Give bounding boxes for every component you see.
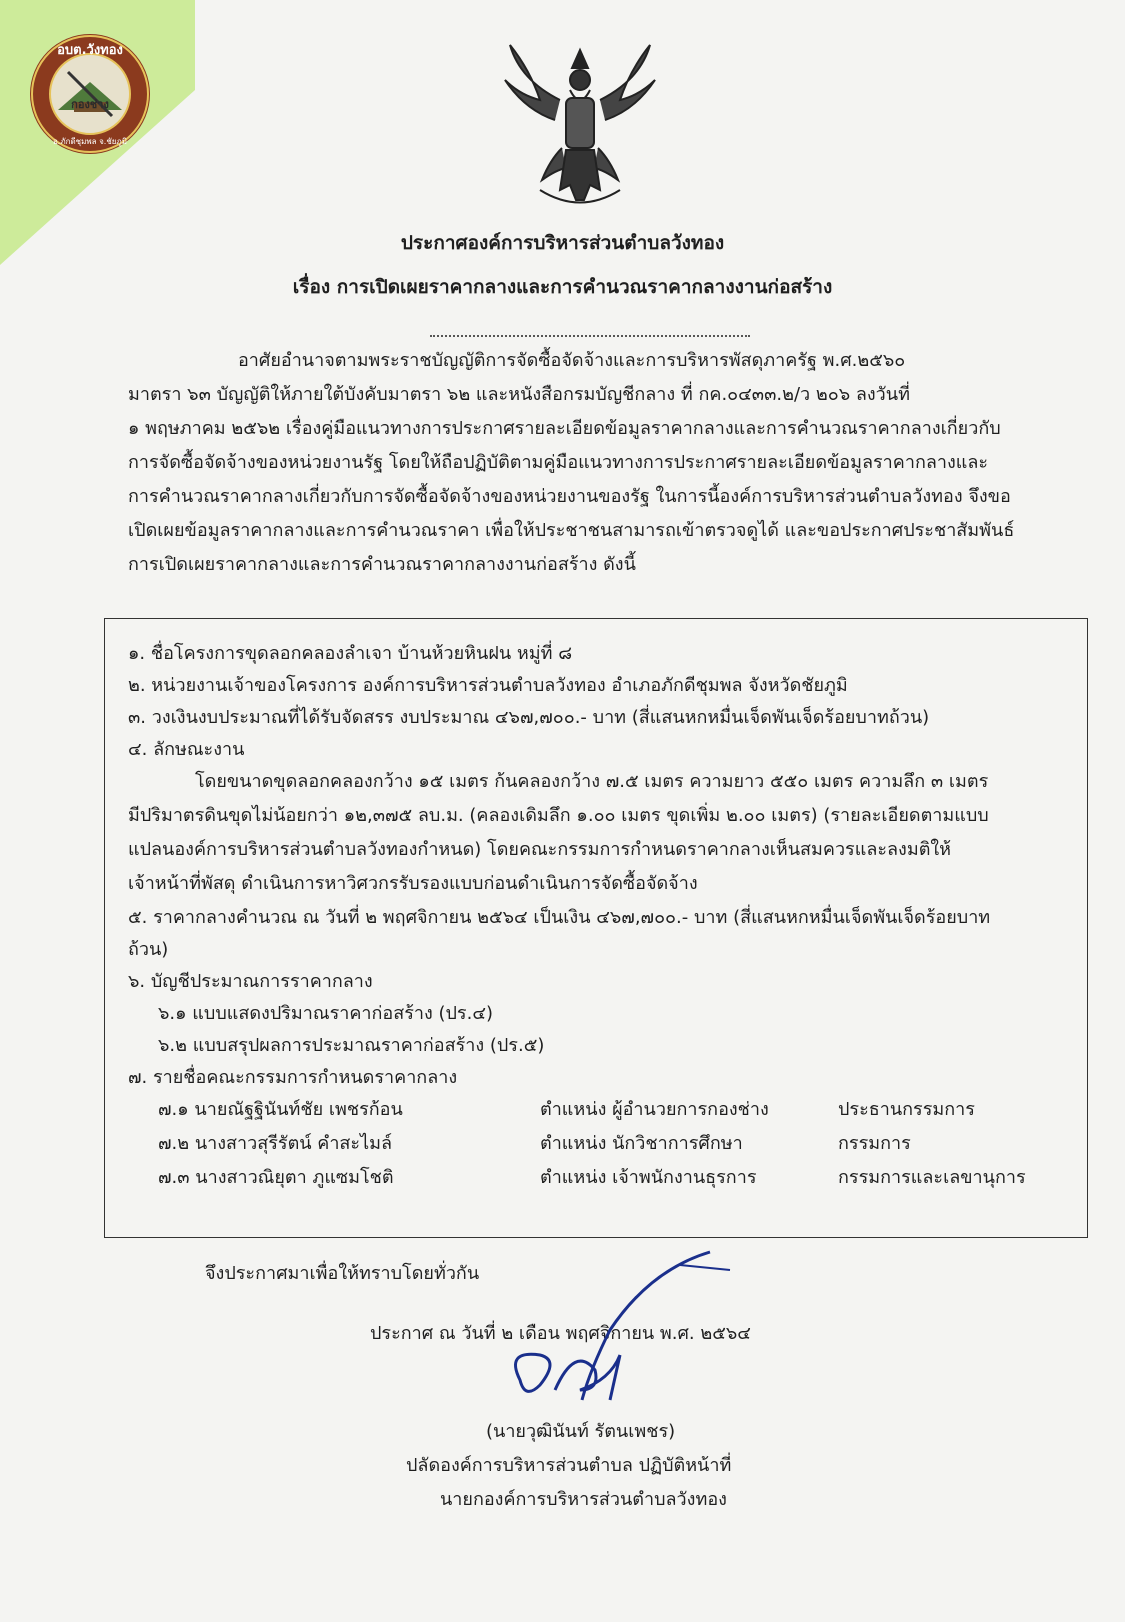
intro-line: อาศัยอำนาจตามพระราชบัญญัติการจัดซื้อจัดจ้างและการบริหารพัสดุภาครัฐ พ.ศ.๒๕๖๐ — [238, 350, 906, 371]
handwritten-signature — [500, 1250, 740, 1420]
item-median-price-cont: ถ้วน) — [128, 939, 169, 960]
item-project-name: ๑. ชื่อโครงการขุดลอกคลองลำเจา บ้านห้วยหินฝน หมู่ที่ ๘ — [128, 643, 573, 664]
announcement-date: ประกาศ ณ วันที่ ๒ เดือน พฤศจิกายน พ.ศ. ๒๕๖๔ — [370, 1323, 751, 1344]
intro-line: ๑ พฤษภาคม ๒๕๖๒ เรื่องคู่มือแนวทางการประกาศรายละเอียดข้อมูลราคากลางและการคำนวณราคากลางเกี่ยวกับ — [128, 418, 1001, 439]
committee-member-name: ๗.๒ นางสาวสุรีรัตน์ คำสะไมล์ — [158, 1133, 393, 1154]
signer-title-line1: ปลัดองค์การบริหารส่วนตำบล ปฏิบัติหน้าที่ — [406, 1455, 732, 1476]
item-committee-heading: ๗. รายชื่อคณะกรรมการกำหนดราคากลาง — [128, 1067, 458, 1088]
intro-line: การจัดซื้อจัดจ้างของหน่วยงานรัฐ โดยให้ถือปฏิบัติตามคู่มือแนวทางการประกาศรายละเอียดข้อมูลราคากลางและ — [128, 452, 989, 473]
title-separator — [430, 335, 750, 337]
item-agency: ๒. หน่วยงานเจ้าของโครงการ องค์การบริหารส่วนตำบลวังทอง อำเภอภักดีชุมพล จังหวัดชัยภูมิ — [128, 675, 848, 696]
intro-line: การเปิดเผยราคากลางและการคำนวณราคากลางงานก่อสร้าง ดังนี้ — [128, 554, 636, 575]
signer-title-line2: นายกองค์การบริหารส่วนตำบลวังทอง — [440, 1489, 727, 1510]
svg-text:กองช่าง: กองช่าง — [71, 98, 109, 111]
intro-line: มาตรา ๖๓ บัญญัติให้ภายใต้บังคับมาตรา ๖๒ และหนังสือกรมบัญชีกลาง ที่ กค.๐๔๓๓.๒/ว ๒๐๖ ลงวันที่ — [128, 384, 910, 405]
garuda-emblem — [500, 40, 660, 220]
item-estimate-6-1: ๖.๑ แบบแสดงปริมาณราคาก่อสร้าง (ปร.๔) — [158, 1003, 493, 1024]
closing-announcement: จึงประกาศมาเพื่อให้ทราบโดยทั่วกัน — [205, 1263, 480, 1284]
intro-line: เปิดเผยข้อมูลราคากลางและการคำนวณราคา เพื่อให้ประชาชนสามารถเข้าตรวจดูได้ และขอประกาศประชาสัมพันธ์ — [128, 520, 1015, 541]
department-stamp-logo — [28, 32, 152, 156]
item-work-line: แปลนองค์การบริหารส่วนตำบลวังทองกำหนด) โดยคณะกรรมการกำหนดราคากลางเห็นสมควรและลงมติให้ — [128, 839, 952, 860]
svg-text:อบต.วังทอง: อบต.วังทอง — [57, 43, 123, 58]
intro-paragraph — [128, 344, 1058, 582]
item-estimate-6-2: ๖.๒ แบบสรุปผลการประมาณราคาก่อสร้าง (ปร.๕) — [158, 1035, 545, 1056]
committee-member-role: กรรมการ — [838, 1133, 911, 1154]
item-work-nature: ๔. ลักษณะงาน — [128, 739, 245, 760]
committee-member-position: ตำแหน่ง นักวิชาการศึกษา — [540, 1133, 743, 1154]
committee-member-position: ตำแหน่ง เจ้าพนักงานธุรการ — [540, 1167, 757, 1188]
item-budget: ๓. วงเงินงบประมาณที่ได้รับจัดสรร งบประมาณ ๔๖๗,๗๐๐.- บาท (สี่แสนหกหมื่นเจ็ดพันเจ็ดร้อยบาทถ้วน) — [128, 707, 930, 728]
document-subject: เรื่อง การเปิดเผยราคากลางและการคำนวณราคากลางงานก่อสร้าง — [292, 276, 833, 298]
committee-member-name: ๗.๑ นายณัฐฐินันท์ชัย เพชรก้อน — [158, 1099, 403, 1120]
committee-member-role: กรรมการและเลขานุการ — [838, 1167, 1026, 1188]
item-work-line: มีปริมาตรดินขุดไม่น้อยกว่า ๑๒,๓๗๕ ลบ.ม. (คลองเดิมลึก ๑.๐๐ เมตร ขุดเพิ่ม ๒.๐๐ เมตร) (รายละเอียดตามแบบ — [128, 805, 989, 826]
signer-name: (นายวุฒินันท์ รัตนเพชร) — [486, 1421, 676, 1442]
intro-line: การคำนวณราคากลางเกี่ยวกับการจัดซื้อจัดจ้างของหน่วยงานของรัฐ ในการนี้องค์การบริหารส่วนตำบลวังทอง จึงขอ — [128, 486, 1011, 507]
committee-member-name: ๗.๓ นางสาวณิยุตา ภูแซมโชติ — [158, 1167, 394, 1188]
document-title: ประกาศองค์การบริหารส่วนตำบลวังทอง — [400, 232, 725, 254]
item-work-line: เจ้าหน้าที่พัสดุ ดำเนินการหาวิศวกรรับรองแบบก่อนดำเนินการจัดซื้อจัดจ้าง — [128, 873, 698, 894]
committee-member-position: ตำแหน่ง ผู้อำนวยการกองช่าง — [540, 1099, 769, 1120]
item-estimate-list: ๖. บัญชีประมาณการราคากลาง — [128, 971, 373, 992]
item-work-line: โดยขนาดขุดลอกคลองกว้าง ๑๕ เมตร ก้นคลองกว้าง ๗.๕ เมตร ความยาว ๕๕๐ เมตร ความลึก ๓ เมตร — [195, 771, 989, 792]
item-median-price: ๕. ราคากลางคำนวณ ณ วันที่ ๒ พฤศจิกายน ๒๕๖๔ เป็นเงิน ๔๖๗,๗๐๐.- บาท (สี่แสนหกหมื่นเจ็ดพันเจ็ดร้อยบาท — [128, 907, 991, 928]
committee-member-role: ประธานกรรมการ — [838, 1099, 975, 1120]
svg-text:อ.ภักดีชุมพล จ.ชัยภูมิ: อ.ภักดีชุมพล จ.ชัยภูมิ — [53, 137, 127, 146]
